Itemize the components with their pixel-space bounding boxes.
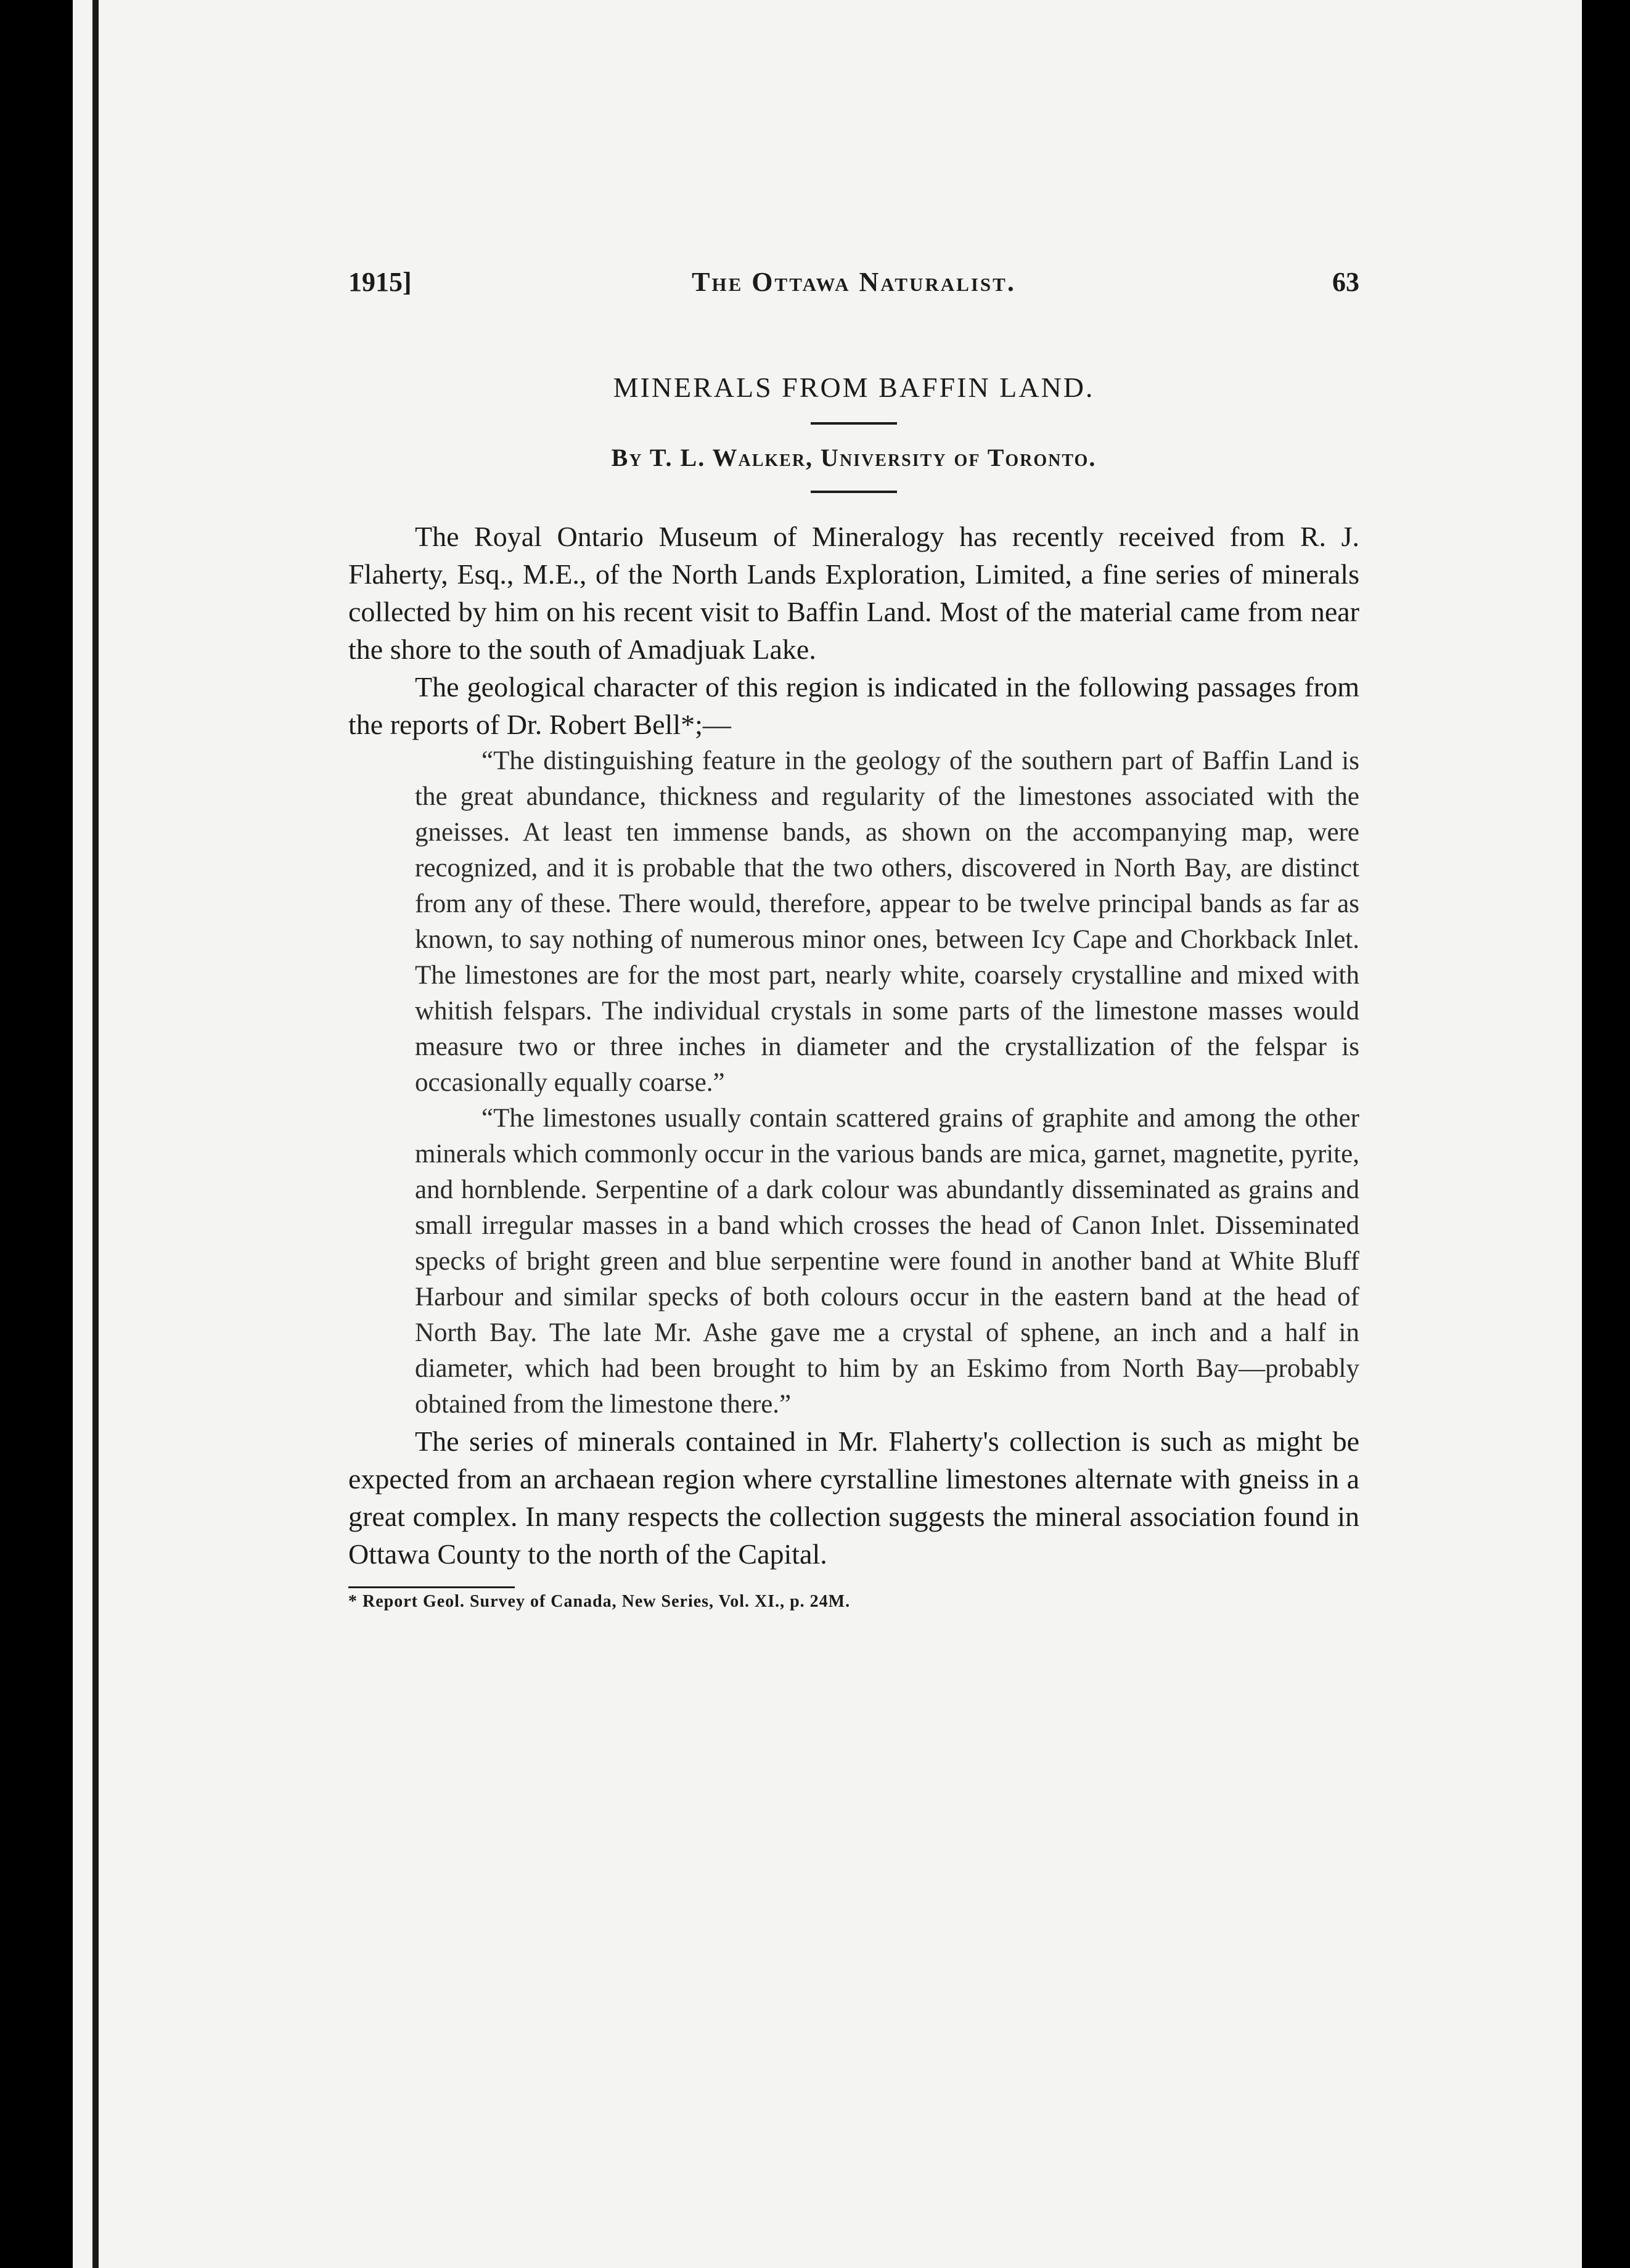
article-byline: By T. L. Walker, University of Toronto. bbox=[611, 444, 1097, 471]
paragraph-closing: The series of minerals contained in Mr. Flaherty's collection is such as might be expected from an archaean region where cyrstalline limestones alternate with gneiss in a great complex. In many respects the collection suggests the mineral association found in Ottawa County to the north of the Capital. bbox=[348, 1426, 1359, 1570]
quote-limestones: “The distinguishing feature in the geology of the southern part of Baffin Land is the great abundance, thickness and regularity of the limestones associated with the gneisses. At least ten immense bands, as shown on the accompanying map, were recognized, and it is probable that the two others, discovered in North Bay, are distinct from any of these. There would, therefore, appear to be twelve principal bands as far as known, to say nothing of numerous minor ones, between Icy Cape and Chorkback Inlet. The limestones are for the most part, nearly white, coarsely crystalline and mixed with whitish felspars. The individual crystals in some parts of the limestone masses would measure two or three inches in diameter and the crystallization of the felspar is occasionally equally coarse.” bbox=[415, 746, 1359, 1097]
article-body bbox=[348, 518, 1359, 1573]
running-head bbox=[348, 266, 1359, 316]
binding-line bbox=[92, 0, 99, 2268]
header-year: 1915] bbox=[348, 267, 412, 297]
byline-rule bbox=[811, 491, 897, 493]
page-number: 63 bbox=[1332, 267, 1359, 297]
article-title: MINERALS FROM BAFFIN LAND. bbox=[613, 372, 1095, 403]
footnote: * Report Geol. Survey of Canada, New Series, Vol. XI., p. 24M. bbox=[348, 1592, 851, 1611]
quote-minerals: “The limestones usually contain scattered grains of graphite and among the other minerals which commonly occur in the various bands are mica, garnet, magnetite, pyrite, and hornblende. Serpentine of a dark colour was abundantly disseminated as grains and small irregular masses in a band which crosses the head of Canon Inlet. Disseminated specks of bright green and blue serpentine were found in another band at White Bluff Harbour and similar specks of both colours occur in the eastern band at the head of North Bay. The late Mr. Ashe gave me a crystal of sphene, an inch and a half in diameter, which had been brought to him by an Eskimo from North Bay—probably obtained from the limestone there.” bbox=[415, 1104, 1359, 1419]
paragraph-intro: The Royal Ontario Museum of Mineralogy has recently received from R. J. Flaherty, Esq., M.E., of the North Lands Exploration, Limited, a fine series of minerals collected by him on his recent visit to Baffin Land. Most of the material came from near the shore to the south of Amadjuak Lake. bbox=[348, 521, 1359, 665]
title-rule bbox=[811, 422, 897, 425]
paragraph-geology: The geological character of this region is indicated in the following passages from the reports of Dr. Robert Bell*;— bbox=[348, 671, 1359, 740]
journal-title: The Ottawa Naturalist. bbox=[692, 267, 1016, 297]
footnote-rule bbox=[348, 1586, 515, 1588]
text-column bbox=[348, 266, 1359, 1612]
